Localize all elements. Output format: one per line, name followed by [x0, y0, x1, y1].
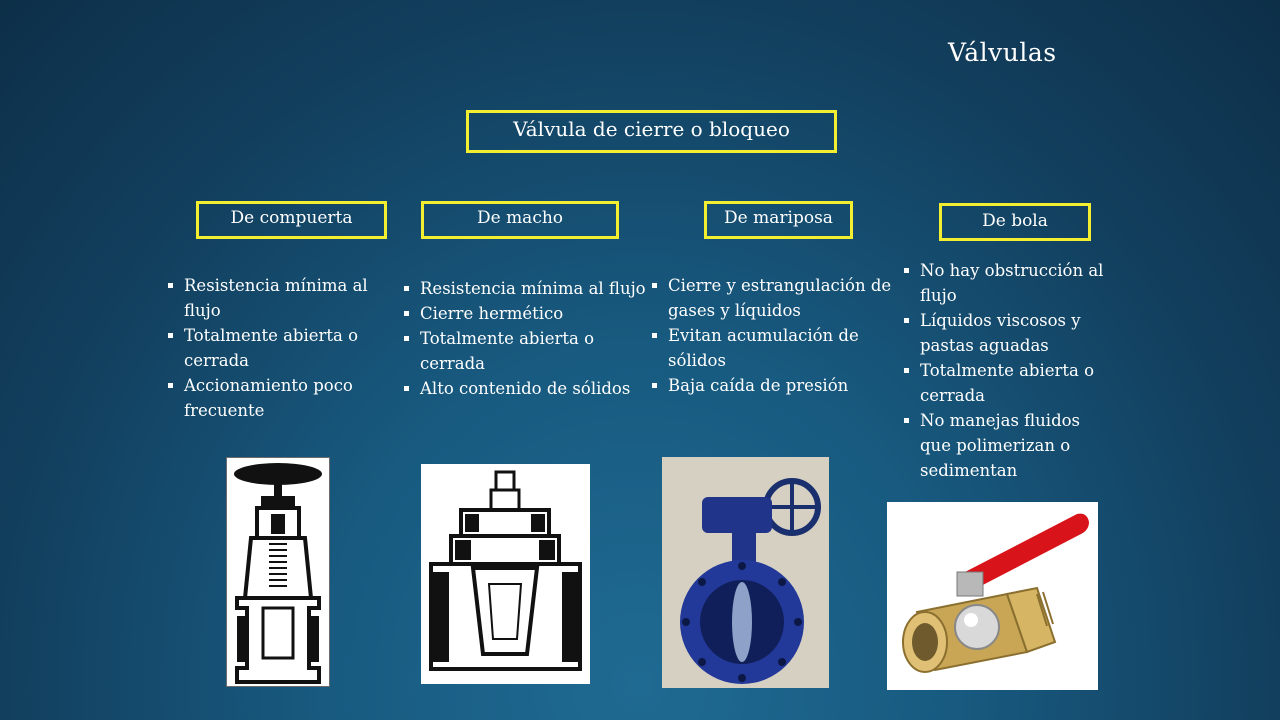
list-item: No manejas fluidos que polimerizan o sedimentan [900, 408, 1115, 483]
category-mariposa-box: De mariposa [704, 201, 853, 239]
list-item: Líquidos viscosos y pastas aguadas [900, 308, 1115, 358]
ball-valve-icon [887, 502, 1098, 690]
butterfly-valve-icon [662, 457, 829, 688]
slide-title: Válvulas [948, 38, 1057, 67]
mariposa-features-list [648, 273, 893, 398]
list-item: Accionamiento poco frecuente [164, 373, 394, 423]
list-item: Alto contenido de sólidos [400, 376, 650, 401]
bola-features-list [900, 258, 1115, 483]
main-category-box: Válvula de cierre o bloqueo [466, 110, 837, 153]
list-item: Baja caída de presión [648, 373, 893, 398]
list-item: No hay obstrucción al flujo [900, 258, 1115, 308]
category-bola-box: De bola [939, 203, 1091, 241]
category-compuerta-box: De compuerta [196, 201, 387, 239]
gate-valve-icon [226, 457, 330, 687]
category-macho-box: De macho [421, 201, 619, 239]
list-item: Totalmente abierta o cerrada [900, 358, 1115, 408]
list-item: Totalmente abierta o cerrada [164, 323, 394, 373]
plug-valve-icon [421, 464, 590, 684]
list-item: Resistencia mínima al flujo [400, 276, 650, 301]
list-item: Totalmente abierta o cerrada [400, 326, 650, 376]
list-item: Evitan acumulación de sólidos [648, 323, 893, 373]
list-item: Resistencia mínima al flujo [164, 273, 394, 323]
macho-features-list [400, 276, 650, 401]
list-item: Cierre y estrangulación de gases y líquidos [648, 273, 893, 323]
compuerta-features-list [164, 273, 394, 423]
list-item: Cierre hermético [400, 301, 650, 326]
